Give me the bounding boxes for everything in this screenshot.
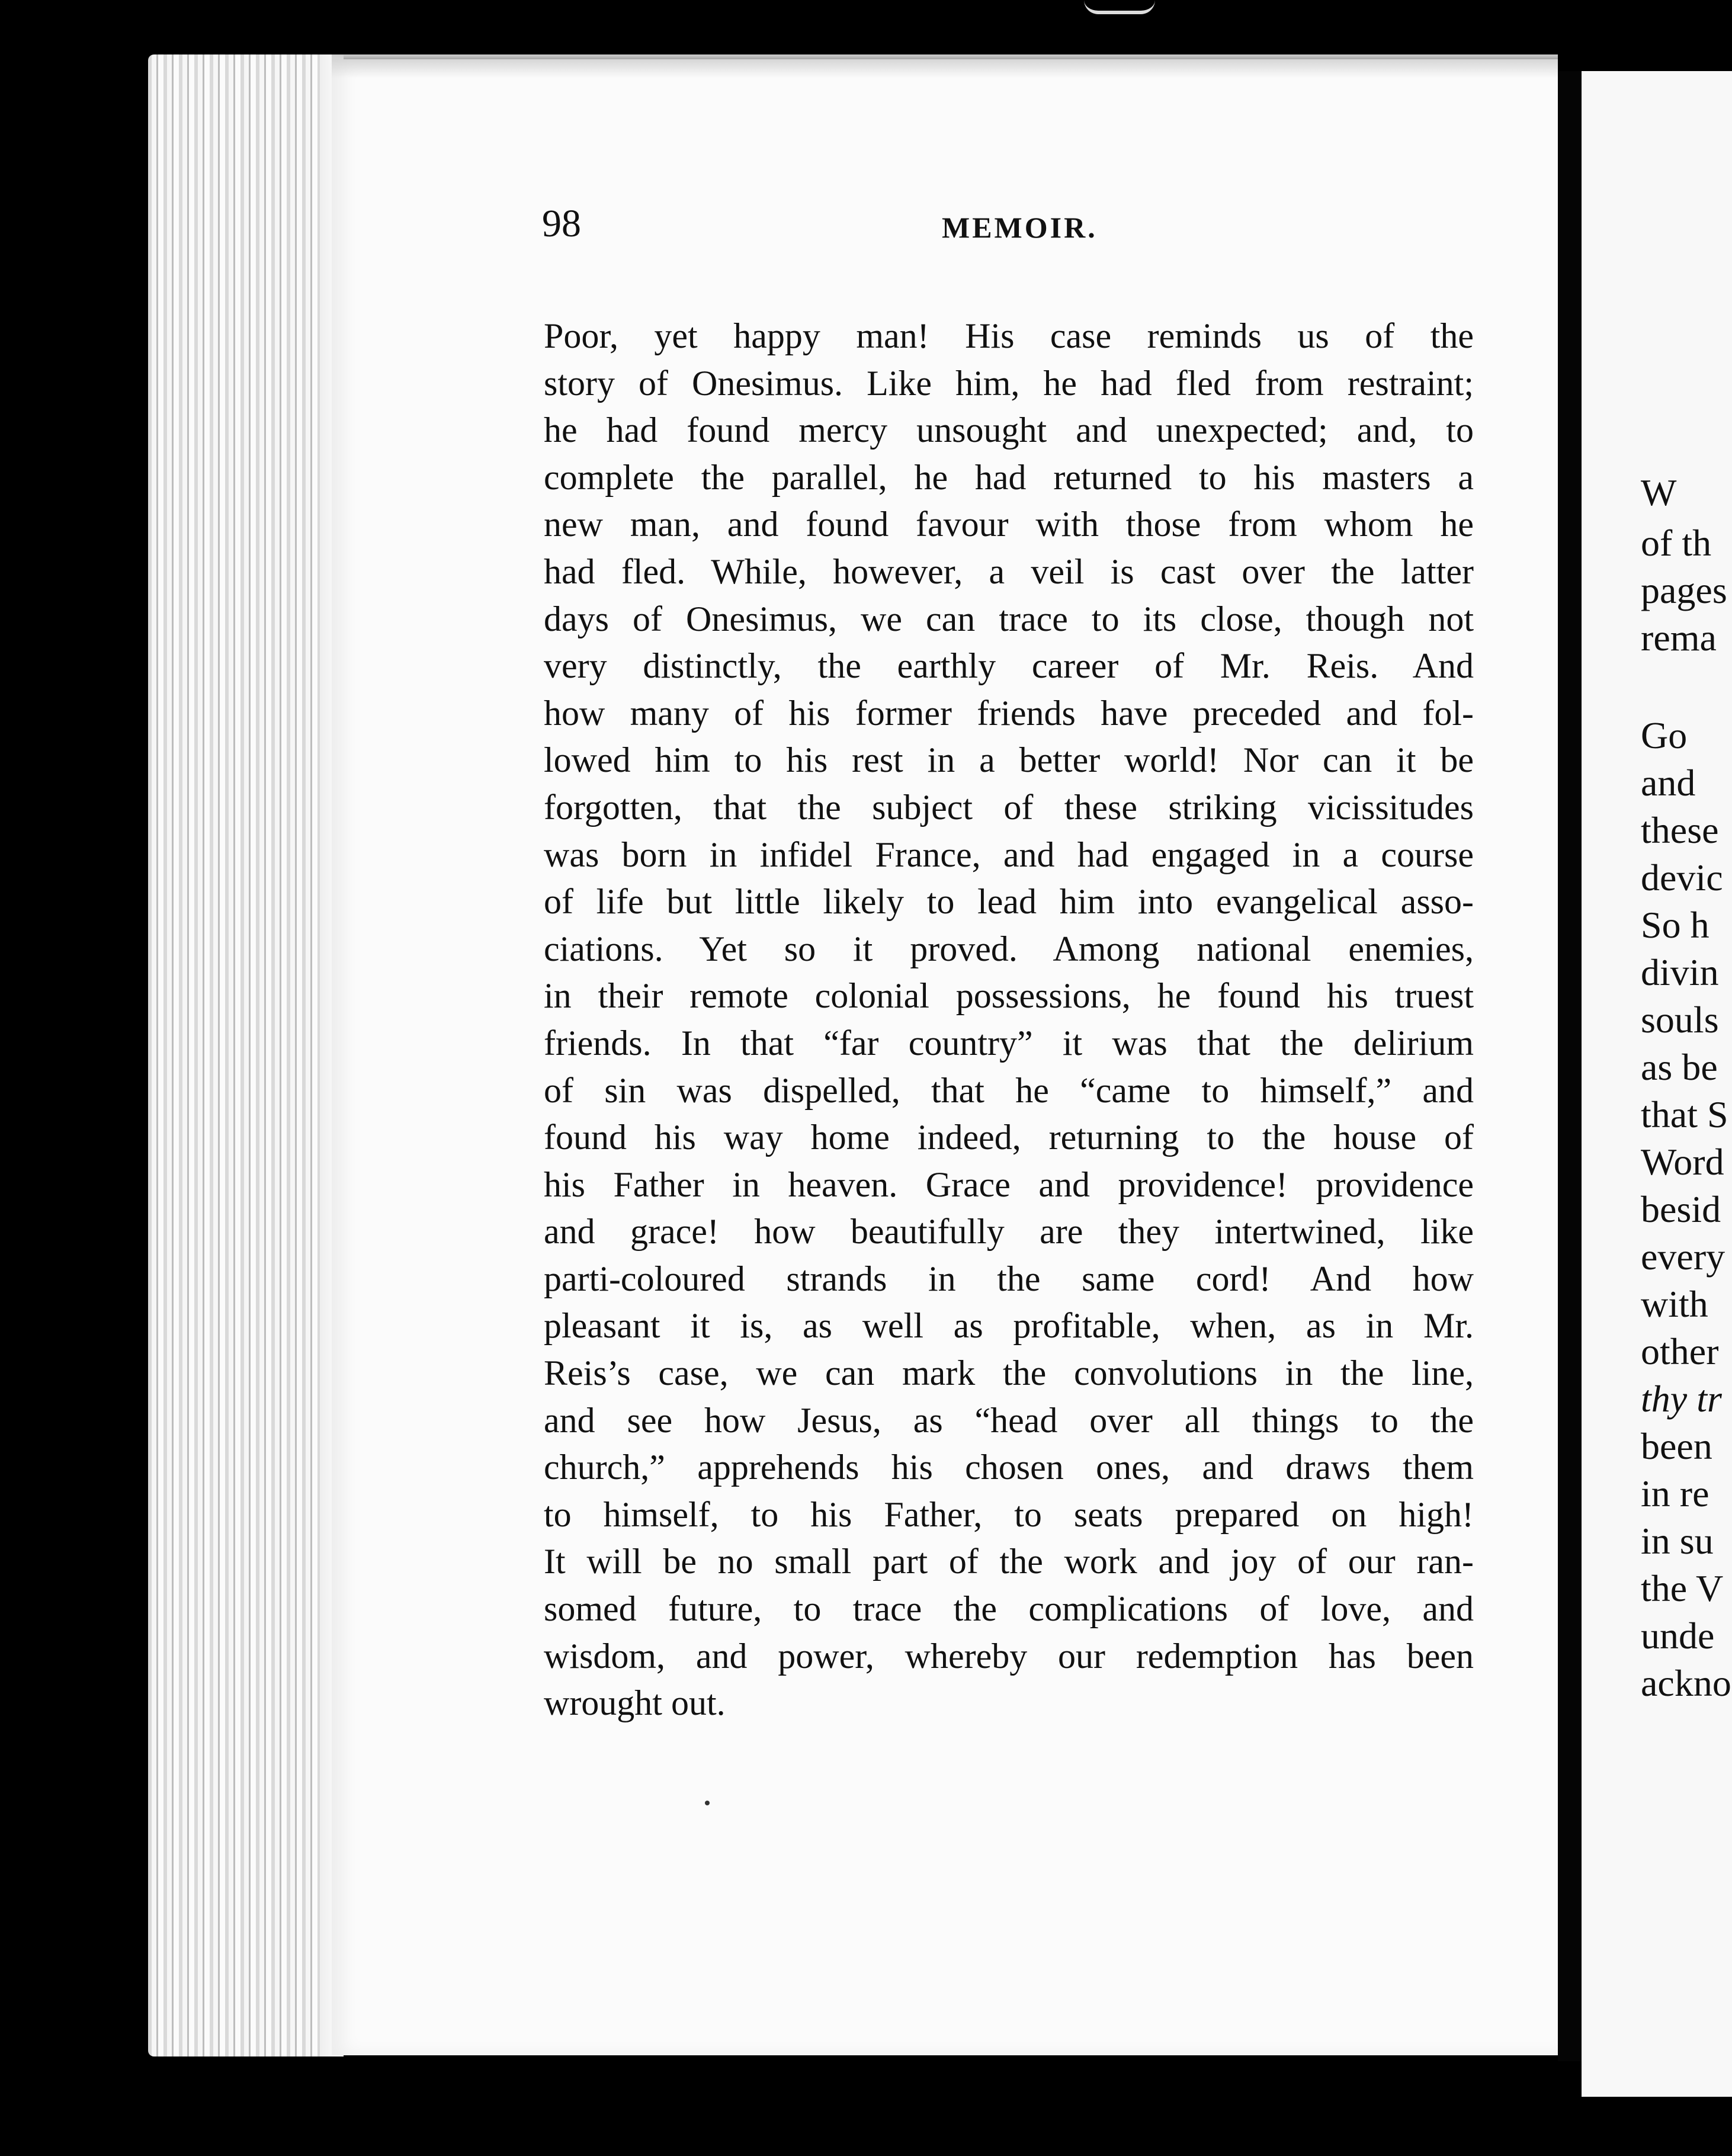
facing-page-line: that S — [1641, 1093, 1728, 1135]
text-line: days of Onesimus, we can trace to its close, though not — [544, 599, 1474, 639]
text-line: was born in infidel France, and had engaged in a course — [544, 835, 1474, 874]
text-line: in their remote colonial possessions, he found his truest — [544, 976, 1474, 1016]
facing-page-line: devic — [1641, 856, 1723, 899]
facing-page-line: divin — [1641, 951, 1719, 993]
text-line: pleasant it is, as well as profitable, when, as in Mr. — [544, 1306, 1474, 1346]
text-line: somed future, to trace the complications of love, and — [544, 1589, 1474, 1629]
facing-page-line: in su — [1641, 1520, 1714, 1562]
facing-page-line: with — [1641, 1283, 1708, 1325]
text-line: parti-coloured strands in the same cord! And how — [544, 1259, 1474, 1298]
text-line: found his way home indeed, returning to the house of — [544, 1118, 1474, 1157]
top-edge-mark — [1084, 0, 1155, 14]
facing-page-line: the V — [1641, 1567, 1724, 1609]
facing-page-line: and — [1641, 762, 1696, 804]
text-line: story of Onesimus. Like him, he had fled from restraint; — [544, 363, 1474, 403]
facing-page-line: unde — [1641, 1615, 1715, 1657]
facing-page-line: every — [1641, 1236, 1725, 1278]
text-line: forgotten, that the subject of these striking vicissitudes — [544, 787, 1474, 827]
text-line: very distinctly, the earthly career of Mr. Reis. And — [544, 646, 1474, 686]
ink-speck — [705, 1801, 710, 1805]
facing-page-line: thy tr — [1641, 1378, 1722, 1420]
page-block-edges — [148, 54, 344, 2056]
text-line: church,” apprehends his chosen ones, and draws them — [544, 1448, 1474, 1487]
facing-page-line: souls — [1641, 999, 1719, 1041]
facing-page-line: as be — [1641, 1046, 1718, 1088]
facing-page-line: these — [1641, 809, 1719, 851]
text-line: he had found mercy unsought and unexpected; and, to — [544, 410, 1474, 450]
facing-page-line: rema — [1641, 617, 1717, 659]
text-line: and grace! how beautifully are they intertwined, like — [544, 1212, 1474, 1252]
text-line: lowed him to his rest in a better world! Nor can it be — [544, 740, 1474, 780]
facing-page-line: W — [1641, 471, 1677, 514]
text-line: his Father in heaven. Grace and providence! providence — [544, 1164, 1474, 1204]
text-line: new man, and found favour with those from whom he — [544, 505, 1474, 544]
text-line: Poor, yet happy man! His case reminds us of the — [544, 316, 1474, 355]
text-line: wisdom, and power, whereby our redemption has been — [544, 1636, 1474, 1676]
text-line: ciations. Yet so it proved. Among national enemies, — [544, 929, 1474, 968]
book-gutter — [1558, 71, 1582, 2061]
text-line: complete the parallel, he had returned to his masters a — [544, 457, 1474, 497]
facing-page-line: ackno — [1641, 1662, 1731, 1704]
text-line: to himself, to his Father, to seats prepared on high! — [544, 1494, 1474, 1534]
facing-page-line: besid — [1641, 1188, 1721, 1230]
text-line: how many of his former friends have preceded and fol- — [544, 693, 1474, 733]
facing-page-line: So h — [1641, 904, 1709, 946]
text-line: of life but little likely to lead him into evangelical asso- — [544, 882, 1474, 922]
facing-page-line: been — [1641, 1425, 1712, 1467]
facing-page-line: Go — [1641, 714, 1688, 756]
text-line: It will be no small part of the work and joy of our ran- — [544, 1542, 1474, 1581]
page-number: 98 — [542, 202, 581, 245]
running-head: MEMOIR. — [942, 211, 1098, 244]
facing-page-line: in re — [1641, 1472, 1709, 1515]
text-line: wrought out. — [544, 1683, 726, 1723]
text-line: Reis’s case, we can mark the convolutions in the line, — [544, 1353, 1474, 1393]
text-line: friends. In that “far country” it was that the delirium — [544, 1023, 1474, 1063]
facing-page-line: pages — [1641, 569, 1727, 611]
facing-page — [1582, 71, 1732, 2097]
facing-page-line: of th — [1641, 522, 1712, 564]
facing-page-line: other — [1641, 1330, 1719, 1372]
text-line: of sin was dispelled, that he “came to himself,” and — [544, 1070, 1474, 1110]
page-top-shadow — [332, 54, 1558, 78]
text-line: had fled. While, however, a veil is cast over the latter — [544, 551, 1474, 591]
body-text — [544, 313, 1474, 1727]
text-line: and see how Jesus, as “head over all things to the — [544, 1400, 1474, 1440]
facing-page-line: Word — [1641, 1141, 1724, 1183]
